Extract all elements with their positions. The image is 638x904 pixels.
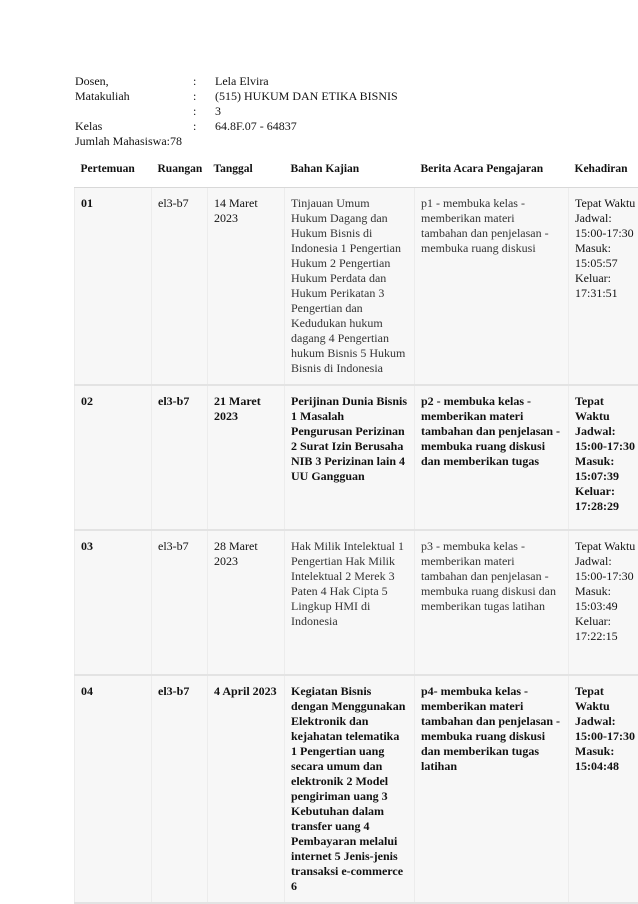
course-info [75, 74, 398, 149]
lecturer-name: Lela Elvira [215, 74, 269, 89]
attendance-cell: Tepat Waktu Jadwal: 15:00-17:30 Masuk: 15:03:49 Keluar: 17:22:15 [569, 530, 638, 675]
students-colon: : [167, 134, 170, 149]
class-row [75, 119, 398, 134]
sks-row [75, 104, 398, 119]
date-cell: 4 April 2023 [208, 675, 285, 903]
lecturer-colon: : [193, 74, 215, 89]
class-colon: : [193, 119, 215, 134]
table-row [75, 530, 638, 675]
topic-cell: Perijinan Dunia Bisnis 1 Masalah Pengurusan Perizinan 2 Surat Izin Berusaha NIB 3 Perizinan lain 4 UU Gangguan [285, 385, 415, 530]
table-row [75, 385, 638, 530]
report-cell: p4- membuka kelas - memberikan materi tambahan dan penjelasan - membuka ruang diskusi dan memberikan tugas latihan [415, 675, 569, 903]
report-cell: p3 - membuka kelas - memberikan materi tambahan dan penjelasan - membuka ruang diskusi dan memberikan tugas latihan [415, 530, 569, 675]
topic-cell: Kegiatan Bisnis dengan Menggunakan Elektronik dan kejahatan telematika 1 Pengertian uang secara umum dan elektronik 2 Model pengiriman uang 3 Kebutuhan dalam transfer uang 4 Pembayaran melalui internet 5 Jenis-jenis transaksi e-commerce 6 [285, 675, 415, 903]
date-cell: 14 Maret 2023 [208, 188, 285, 386]
meeting-cell: 02 [75, 385, 152, 530]
attendance-cell: Tepat Waktu Jadwal: 15:00-17:30 Masuk: 15:04:48 [569, 675, 638, 903]
room-cell: el3-b7 [152, 675, 208, 903]
attendance-cell: Tepat Waktu Jadwal: 15:00-17:30 Masuk: 15:07:39 Keluar: 17:28:29 [569, 385, 638, 530]
course-name [215, 89, 398, 104]
sks-colon: : [193, 104, 215, 119]
date-cell: 28 Maret 2023 [208, 530, 285, 675]
topic-cell: Tinjauan Umum Hukum Dagang dan Hukum Bisnis di Indonesia 1 Pengertian Hukum 2 Pengertian Hukum Perdata dan Hukum Perikatan 3 Pengertian dan Kedudukan hukum dagang 4 Pengertian hukum Bisnis 5 Hukum Bisnis di Indonesia [285, 188, 415, 386]
report-cell: p1 - membuka kelas - memberikan materi tambahan dan penjelasan - membuka ruang diskusi [415, 188, 569, 386]
sks-label-spacer [75, 104, 193, 119]
course-name-text: (515) HUKUM DAN ETIKA BISNIS [215, 89, 398, 103]
report-cell: p2 - membuka kelas - memberikan materi tambahan dan penjelasan - membuka ruang diskusi dan memberikan tugas [415, 385, 569, 530]
meeting-cell: 03 [75, 530, 152, 675]
column-header-attendance: Kehadiran [569, 155, 638, 188]
students-label: Jumlah Mahasiswa [75, 134, 167, 149]
column-header-date: Tanggal [208, 155, 285, 188]
room-cell: el3-b7 [152, 385, 208, 530]
course-colon: : [193, 89, 215, 104]
room-cell: el3-b7 [152, 530, 208, 675]
room-cell: el3-b7 [152, 188, 208, 386]
column-header-meeting: Pertemuan [75, 155, 152, 188]
lecturer-row [75, 74, 398, 89]
lecturer-label: Dosen, [75, 74, 193, 89]
column-header-report: Berita Acara Pengajaran [415, 155, 569, 188]
sks-value: 3 [215, 104, 221, 119]
date-cell: 21 Maret 2023 [208, 385, 285, 530]
table-row [75, 188, 638, 386]
table-row [75, 675, 638, 903]
class-value: 64.8F.07 - 64837 [215, 119, 297, 134]
class-label: Kelas [75, 119, 193, 134]
meeting-cell: 04 [75, 675, 152, 903]
course-row [75, 89, 398, 104]
attendance-cell: Tepat Waktu Jadwal: 15:00-17:30 Masuk: 15:05:57 Keluar: 17:31:51 [569, 188, 638, 386]
table-header-row [75, 155, 638, 188]
meeting-cell: 01 [75, 188, 152, 386]
teaching-report-table [74, 155, 638, 904]
course-label: Matakuliah [75, 89, 193, 104]
column-header-topic: Bahan Kajian [285, 155, 415, 188]
column-header-room: Ruangan [152, 155, 208, 188]
topic-cell: Hak Milik Intelektual 1 Pengertian Hak Milik Intelektual 2 Merek 3 Paten 4 Hak Cipta 5 Lingkup HMI di Indonesia [285, 530, 415, 675]
students-row [75, 134, 398, 149]
students-value: 78 [170, 134, 182, 149]
